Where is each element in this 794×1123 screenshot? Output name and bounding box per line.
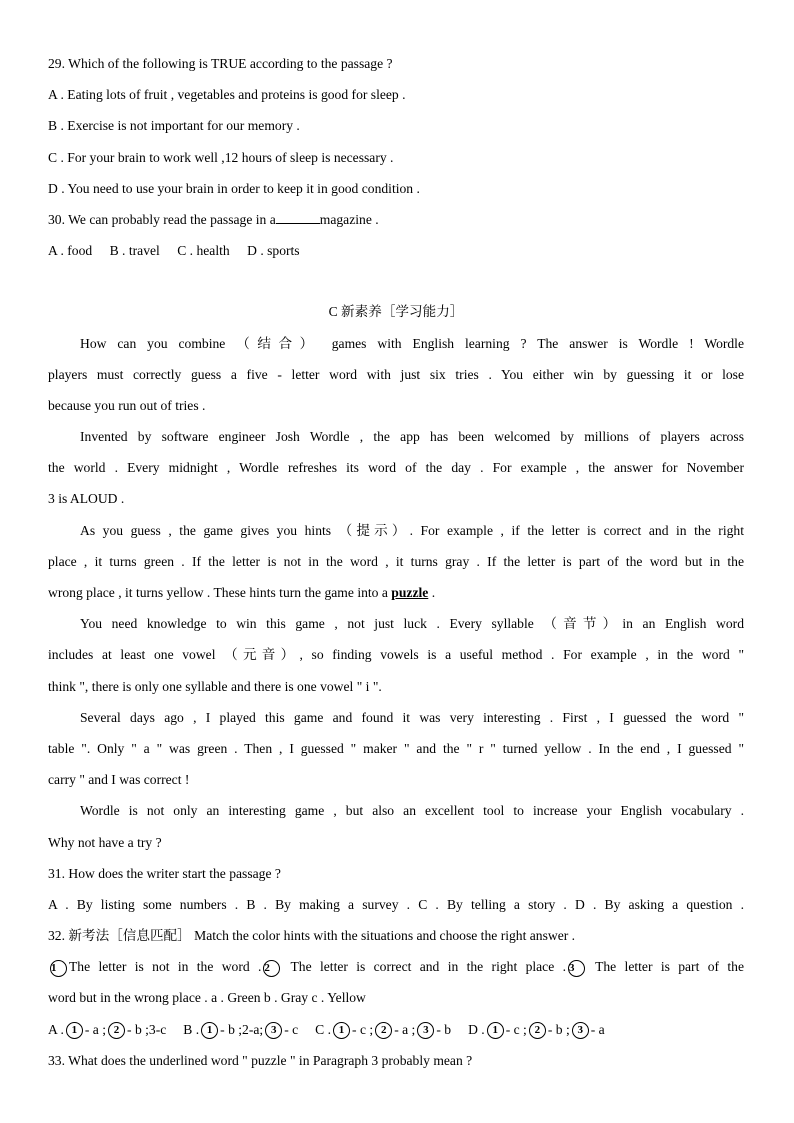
para1-line1: How can you combine （结合） games with English learning ? The answer is Wordle ! Wordle — [80, 335, 744, 351]
para4-line1: You need knowledge to win this game , not just luck . Every syllable （音节）in an English word — [80, 616, 744, 632]
q32-option-d-part2: - b ; — [547, 1021, 570, 1037]
q32-option-c-part2: - a ; — [394, 1021, 416, 1037]
para4-line3: think ", there is only one syllable and there is one vowel " i ". — [48, 678, 382, 694]
q29-option-b: B . Exercise is not important for our memory . — [48, 118, 300, 134]
underlined-word: puzzle — [391, 585, 429, 600]
situation-1: The letter is not in the word . — [69, 959, 262, 975]
circled-number-1: 1 — [66, 1022, 83, 1039]
circled-number-2: 2 — [263, 960, 280, 977]
q32-options — [48, 1017, 744, 1048]
para3-line3-before: wrong place , it turns yellow . These hints turn the game into a — [48, 585, 392, 600]
q30-stem-before: 30. We can probably read the passage in a — [48, 211, 276, 227]
circled-number-2: 2 — [108, 1022, 125, 1039]
q32-situations-line2: word but in the wrong place . a . Green b . Gray c . Yellow — [48, 990, 366, 1006]
section-c-title: C 新素养［学习能力］ — [328, 304, 464, 320]
situation-3-start: The letter is part of the — [586, 959, 744, 975]
circled-number-1: 1 — [333, 1022, 350, 1039]
situation-2: The letter is correct and in the right place . — [282, 959, 566, 975]
para3-line1: As you guess , the game gives you hints （提示）. For example , if the letter is correct and in the right — [80, 522, 744, 538]
para5-line1: Several days ago , I played this game and found it was very interesting . First , I guessed the word " — [80, 709, 744, 725]
q30-stem — [48, 207, 744, 238]
q32-option-b-label: B . — [183, 1021, 200, 1037]
q32-option-b-part1: - b ;2-a; — [220, 1021, 264, 1037]
q31-options: A . By listing some numbers . B . By making a survey . C . By telling a story . D . By asking a question . — [48, 896, 744, 912]
q32-option-d-part1: - c ; — [505, 1021, 527, 1037]
para2-line3: 3 is ALOUD . — [48, 491, 125, 507]
q32-option-c-label: C . — [315, 1021, 332, 1037]
circled-number-3: 3 — [568, 960, 585, 977]
q29-stem: 29. Which of the following is TRUE according to the passage ? — [48, 56, 393, 71]
para4-line2: includes at least one vowel （元音）, so finding vowels is a useful method . For example , in the word " — [48, 647, 744, 663]
q32-option-a-part2: - b ;3-c — [127, 1021, 167, 1037]
circled-number-3: 3 — [572, 1022, 589, 1039]
circled-number-2: 2 — [529, 1022, 546, 1039]
para2-line1: Invented by software engineer Josh Wordle , the app has been welcomed by millions of players across — [80, 429, 744, 445]
q32-option-d-part3: - a — [590, 1021, 605, 1037]
circled-number-1: 1 — [201, 1022, 218, 1039]
q32-option-a-part1: - a ; — [84, 1021, 107, 1037]
circled-number-1: 1 — [487, 1022, 504, 1039]
q29-option-c: C . For your brain to work well ,12 hours of sleep is necessary . — [48, 149, 394, 165]
q32-option-c-part3: - b — [436, 1021, 452, 1037]
circled-number-2: 2 — [375, 1022, 392, 1039]
q30-option-b: B . travel — [109, 243, 160, 259]
para5-line3: carry " and I was correct ! — [48, 772, 190, 788]
q30-option-c: C . health — [177, 243, 230, 259]
para1-line2: players must correctly guess a five - letter word with just six tries . You either win by guessing it or lose — [48, 366, 744, 382]
q32-stem: 32. 新考法［信息匹配］ Match the color hints with the situations and choose the right answer . — [48, 928, 576, 944]
para2-line2: the world . Every midnight , Wordle refreshes its word of the day . For example , the answer for November — [48, 460, 744, 476]
q30-option-d: D . sports — [247, 243, 300, 259]
para3-line2: place , it turns green . If the letter is not in the word , it turns gray . If the letter is part of the word but in the — [48, 553, 744, 569]
q32-option-a-label: A . — [48, 1021, 64, 1037]
para1-line3: because you run out of tries . — [48, 397, 206, 413]
q30-stem-after: magazine . — [319, 211, 379, 227]
q32-option-b-part3: - c — [284, 1021, 299, 1037]
q32-option-c-part1: - c ; — [352, 1021, 374, 1037]
q30-option-a: A . food — [48, 243, 93, 259]
worksheet-page — [48, 51, 744, 1079]
answer-blank — [276, 209, 320, 224]
q31-stem: 31. How does the writer start the passage ? — [48, 865, 281, 881]
para6-line1: Wordle is not only an interesting game , but also an excellent tool to increase your English vocabulary . — [80, 803, 744, 819]
q32-situations-line1 — [48, 954, 744, 985]
circled-number-3: 3 — [417, 1022, 434, 1039]
para3-line3 — [48, 580, 744, 611]
q29-option-a: A . Eating lots of fruit , vegetables and proteins is good for sleep . — [48, 87, 406, 103]
q32-option-d-label: D . — [468, 1021, 485, 1037]
q29-option-d: D . You need to use your brain in order to keep it in good condition . — [48, 180, 420, 196]
circled-number-1: 1 — [50, 960, 67, 977]
q30-options — [48, 238, 744, 269]
q33-stem: 33. What does the underlined word " puzzle " in Paragraph 3 probably mean ? — [48, 1052, 473, 1068]
para5-line2: table ". Only " a " was green . Then , I guessed " maker " and the " r " turned yellow . In the end , I guessed " — [48, 740, 744, 756]
para6-line2: Why not have a try ? — [48, 834, 162, 850]
para3-line3-after: . — [428, 585, 436, 600]
circled-number-3: 3 — [265, 1022, 282, 1039]
